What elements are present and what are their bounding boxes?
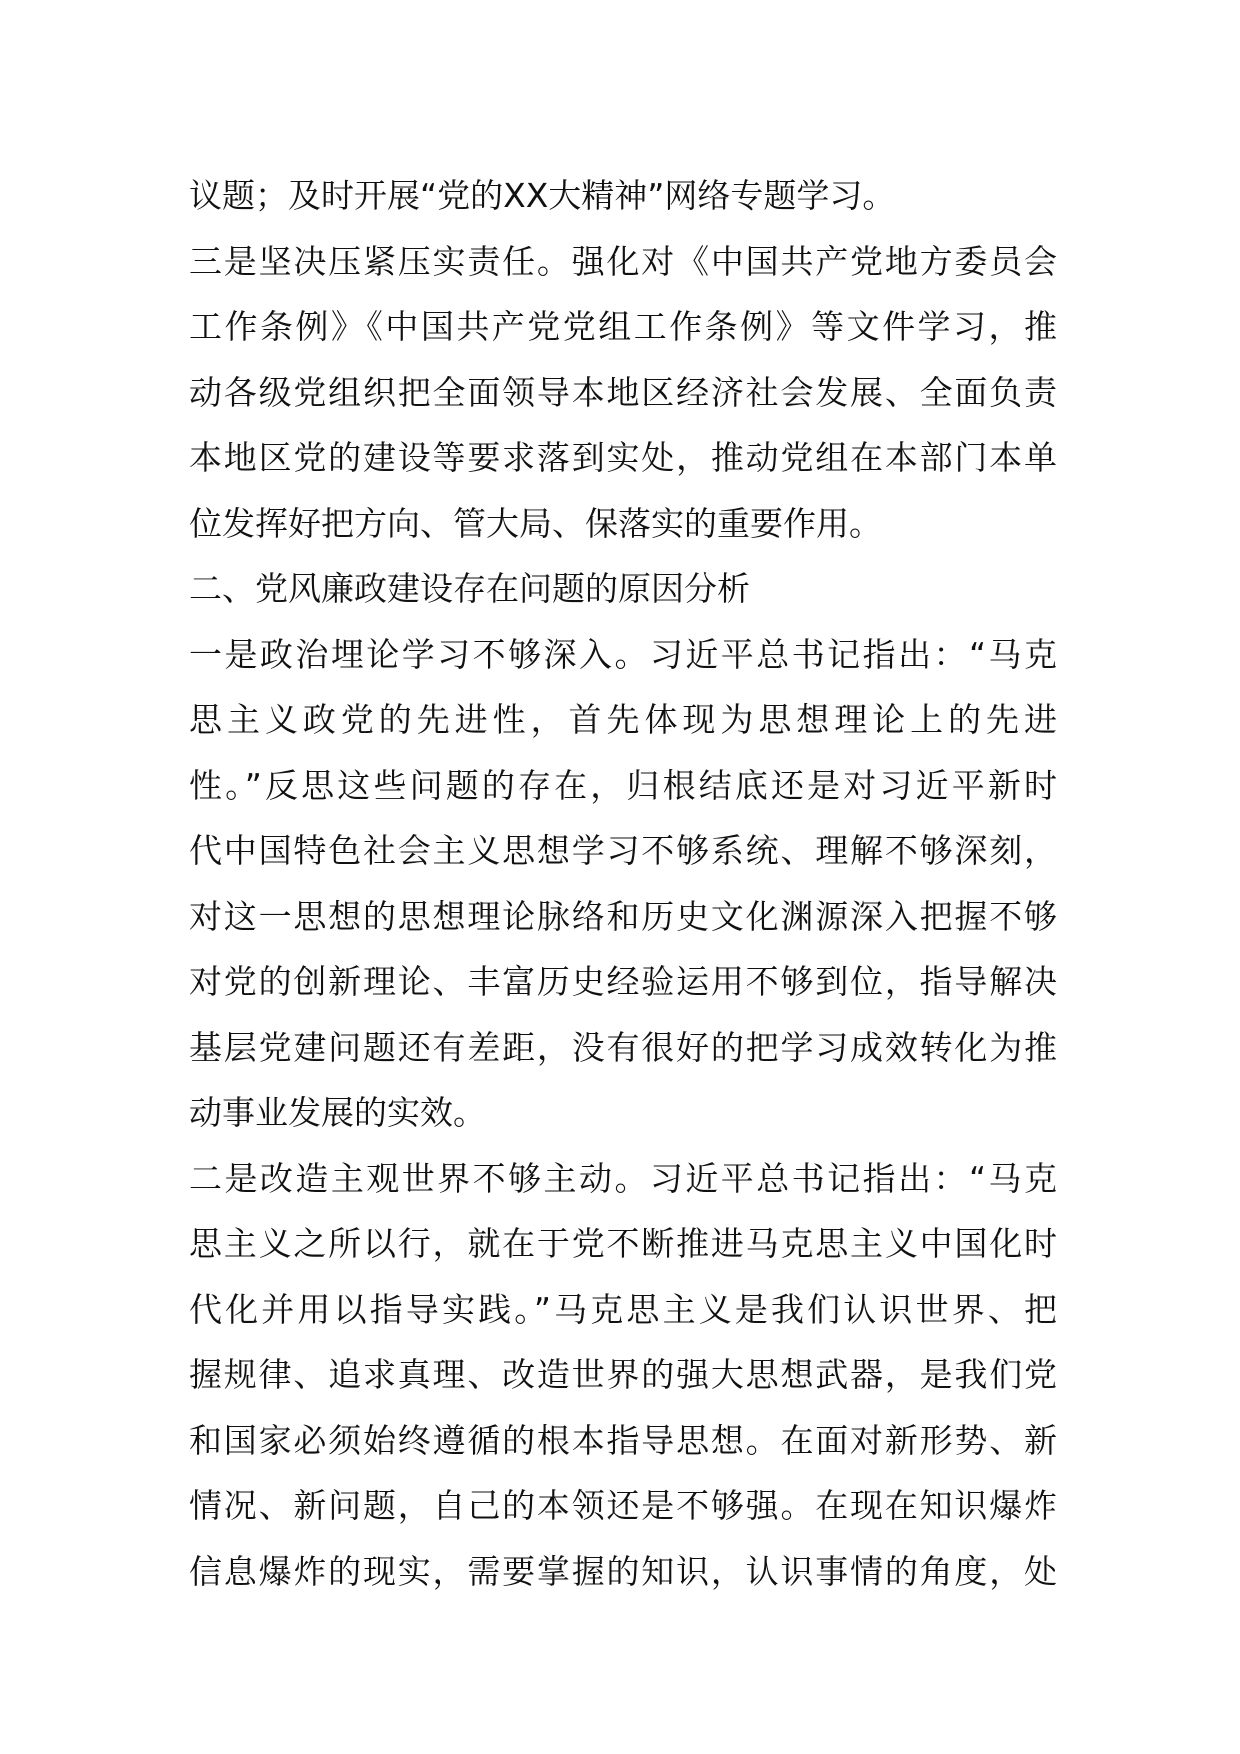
text-line: 信息爆炸的现实，需要掌握的知识，认识事情的角度，处 (189, 1551, 1057, 1591)
text-line: 性。”反思这些问题的存在，归根结底还是对习近平新时 (189, 765, 1057, 805)
text-line: 情况、新问题，自己的本领还是不够强。在现在知识爆炸 (189, 1486, 1057, 1525)
text-line: 动事业发展的实效。 (189, 1093, 486, 1132)
text-line: 基层党建问题还有差距，没有很好的把学习成效转化为推 (189, 1027, 1057, 1067)
text-line: 代中国特色社会主义思想学习不够系统、理解不够深刻， (189, 831, 1057, 870)
text-line: 位发挥好把方向、管大局、保落实的重要作用。 (189, 503, 882, 543)
text-line: 三是坚决压紧压实责任。强化对《中国共产党地方委员会 (189, 241, 1057, 281)
text-line: 工作条例》《中国共产党党组工作条例》等文件学习，推 (189, 307, 1057, 346)
text-line: 握规律、追求真理、改造世界的强大思想武器，是我们党 (189, 1355, 1057, 1394)
text-line: 动各级党组织把全面领导本地区经济社会发展、全面负责 (189, 372, 1057, 412)
text-line: 一是政治埋论学习不够深入。习近平总书记指出：“马克 (189, 634, 1057, 674)
document-body (189, 163, 1057, 1604)
text-line: 对这一思想的思想理论脉络和历史文化渊源深入把握不够 (189, 896, 1057, 936)
text-line: 和国家必须始终遵循的根本指导思想。在面对新形势、新 (189, 1420, 1057, 1460)
text-line: 对党的创新理论、丰富历史经验运用不够到位，指导解决 (189, 962, 1057, 1001)
text-line: 思主义之所以行，就在于党不断推进马克思主义中国化时 (189, 1224, 1057, 1263)
text-line: 议题；及时开展“党的XX大精神”网络专题学习。 (189, 176, 896, 215)
text-line: 本地区党的建设等要求落到实处，推动党组在本部门本单 (189, 438, 1057, 477)
text-line: 代化并用以指导实践。”马克思主义是我们认识世界、把 (189, 1289, 1057, 1329)
text-line: 二是改造主观世界不够主动。习近平总书记指出：“马克 (189, 1158, 1057, 1198)
section-heading: 二、党风廉政建设存在问题的原因分析 (189, 569, 750, 608)
text-line: 思主义政党的先进性，首先体现为思想理论上的先进 (189, 700, 1057, 739)
